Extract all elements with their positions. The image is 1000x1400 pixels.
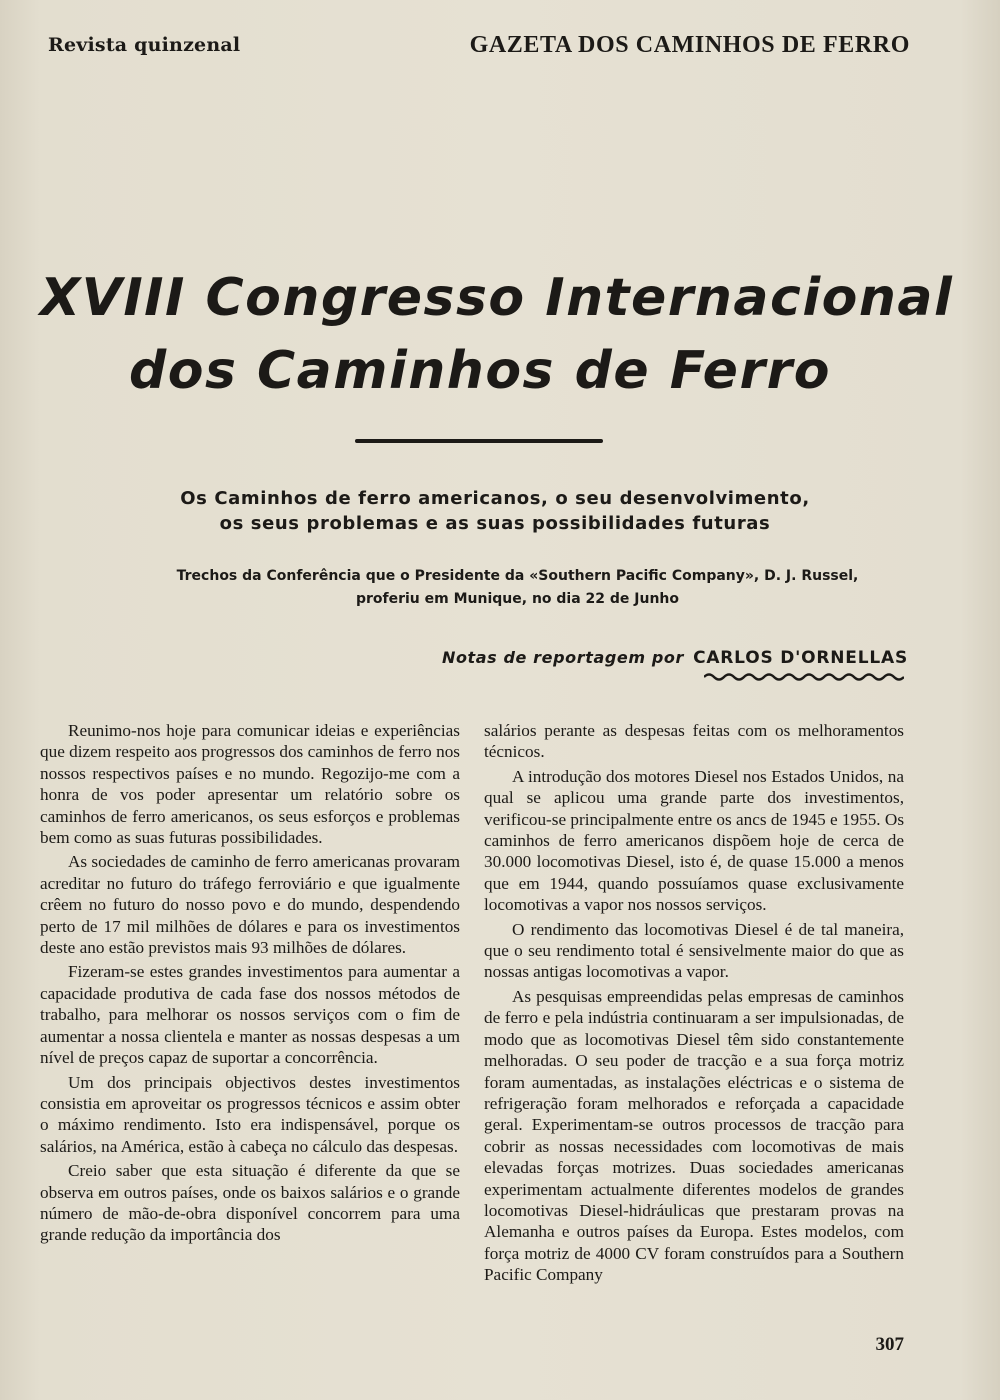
left-column	[40, 720, 460, 1249]
lecture-note-line-1: Trechos da Conferência que o Presidente da «Southern Pacific Company», D. J. Russel,	[176, 568, 859, 584]
paragraph: Reunimo-nos hoje para comunicar ideias e experiências que dizem respeito aos progressos dos caminhos de ferro nos nossos respectivos países e no mundo. Regozijo-me com a honra de vos poder apresentar um relatório sobre os caminhos de ferro americanos, os seus esforços e problemas bem como as suas futuras possibilidades.	[40, 721, 460, 848]
paragraph-continued: salários perante as despesas feitas com os melhoramentos técnicos.	[484, 721, 904, 762]
author-underline-ornament	[704, 672, 904, 682]
title-divider	[355, 439, 603, 443]
article-title-line-1: XVIII Congresso Internacional	[40, 268, 954, 328]
page-number: 307	[875, 1334, 904, 1355]
paragraph: O rendimento das locomotivas Diesel é de tal maneira, que o seu rendimento total é sensivelmente maior do que as nossas antigas locomotivas a vapor.	[484, 919, 904, 982]
magazine-name: GAZETA DOS CAMINHOS DE FERRO	[469, 32, 910, 58]
paragraph: A introdução dos motores Diesel nos Estados Unidos, na qual se aplicou uma grande parte dos investimentos, verificou-se principalmente entre os ancs de 1945 e 1955. Os caminhos de ferro americanos dispõem hoje de cerca de 30.000 locomotivas Diesel, isto é, de quase 15.000 a menos que em 1944, quando possuíamos quase exclusivamente locomotivas a vapor nos nossos serviços.	[484, 766, 905, 915]
paragraph: As sociedades de caminho de ferro americanas provaram acreditar no futuro do tráfego ferroviário e que igualmente crêem no futuro do nosso povo e do mundo, despendendo perto de 17 mil milhões de dólares e para os investimentos deste ano estão previstos mais 93 milhões de dólares.	[40, 852, 460, 958]
paragraph: Fizeram-se estes grandes investimentos para aumentar a capacidade produtiva de cada fase dos nossos métodos de trabalho, para melhorar os nossos serviços com o fim de aumentar a nossa clientela e manter as nossas despesas a um nível de preços capaz de suportar a concorrência.	[40, 962, 460, 1068]
subtitle-line-1: Os Caminhos de ferro americanos, o seu desenvolvimento,	[180, 488, 810, 509]
paragraph: Creio saber que esta situação é diferente da que se observa em outros países, onde os baixos salários e o grande número de mão-de-obra disponível concorrem para uma grande redução da importância dos	[40, 1161, 460, 1245]
paragraph: As pesquisas empreendidas pelas empresas de caminhos de ferro e pela indústria continuaram a ser impulsionadas, de modo que as locomotivas Diesel têm sido constantemente melhoradas. O seu poder de tracção e a sua força motriz foram aumentadas, as instalações eléctricas e o sistema de refrigeração foram melhorados e reforçada a capacidade geral. Experimentam-se outros processos de tracção para cobrir as nossas necessidades com locomotivas de mais elevadas forças motrizes. Duas sociedades americanas experimentam actualmente diferentes modelos de grandes locomotivas Diesel-hidráulicas que prestaram provas na Alemanha e outros países da Europa. Estes modelos, com força motriz de 4000 CV foram construídos para a Southern Pacific Company	[484, 986, 904, 1285]
byline-prefix: Notas de reportagem por	[441, 648, 684, 667]
right-column	[484, 720, 904, 1289]
article-title-line-2: dos Caminhos de Ferro	[129, 341, 831, 401]
byline-author: CARLOS D'ORNELLAS	[693, 648, 908, 668]
periodicity-label: Revista quinzenal	[48, 34, 241, 56]
lecture-note-line-2: proferiu em Munique, no dia 22 de Junho	[355, 591, 680, 607]
paragraph: Um dos principais objectivos destes investimentos consistia em aproveitar os progressos técnicos e assim obter o máximo rendimento. Isto era indispensável, porque os salários, na América, estão à cabeça no cálculo das despesas.	[40, 1072, 460, 1156]
subtitle-line-2: os seus problemas e as suas possibilidades futuras	[219, 513, 771, 534]
byline	[442, 648, 908, 668]
